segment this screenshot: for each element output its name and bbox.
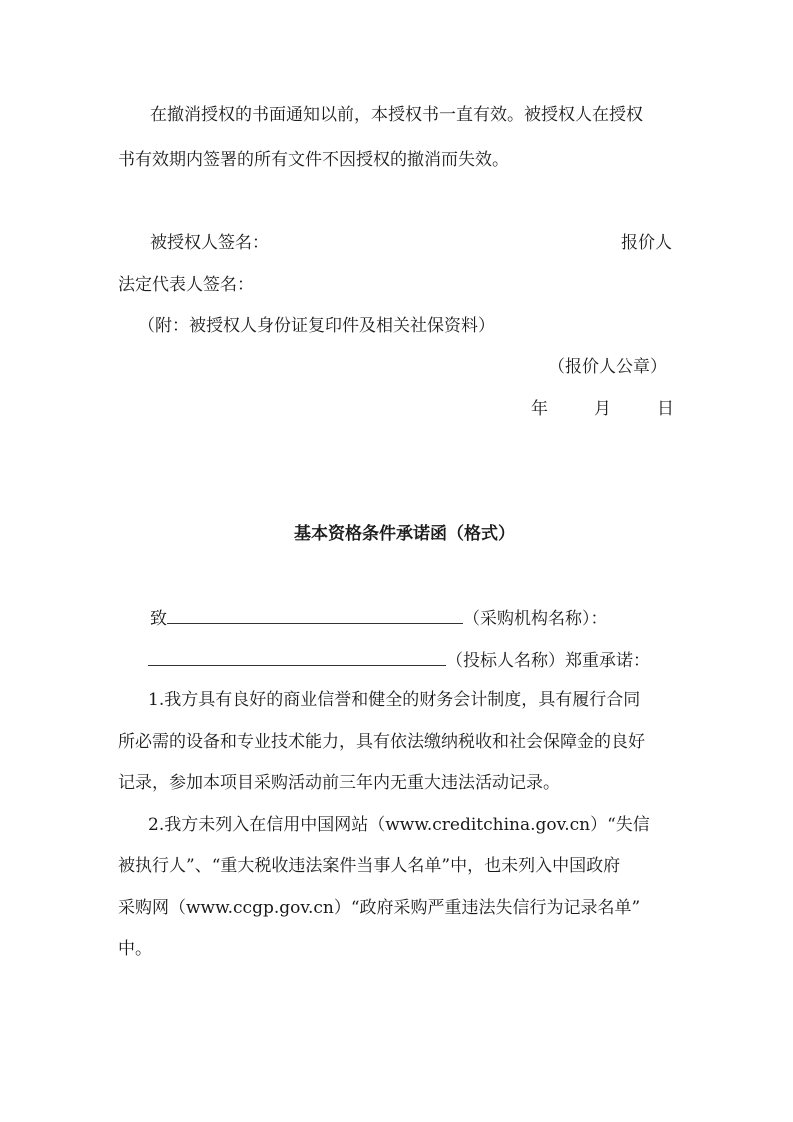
- commitment-title: 基本资格条件承诺函（格式）: [294, 524, 515, 544]
- date-month: 月: [594, 399, 611, 419]
- item2-line-2: 被执行人”、“重大税收违法案件当事人名单”中，也未列入中国政府: [118, 856, 621, 876]
- item1-line-1: 1.我方具有良好的商业信誉和健全的财务会计制度，具有履行合同: [148, 690, 641, 710]
- validity-text-line-2: 书有效期内签署的所有文件不因授权的撤消而失效。: [118, 150, 509, 170]
- addressee-line: [150, 607, 608, 629]
- procurement-agency-blank: [167, 607, 463, 624]
- to-prefix: 致: [150, 609, 167, 629]
- item1-line-3: 记录，参加本项目采购活动前三年内无重大违法活动记录。: [118, 773, 560, 793]
- date-day: 日: [657, 399, 674, 419]
- item2-line-1: 2.我方未列入在信用中国网站（www.creditchina.gov.cn）“失信: [148, 815, 650, 835]
- authorized-signature-label: 被授权人签名：: [150, 233, 269, 253]
- attachment-note: （附：被授权人身份证复印件及相关社保资料）: [138, 316, 495, 336]
- bidder-suffix: （投标人名称）郑重承诺：: [446, 651, 650, 671]
- bidder-label: 报价人: [621, 233, 672, 253]
- bidder-commitment-line: [148, 649, 650, 671]
- date-year: 年: [531, 399, 548, 419]
- bidder-name-blank: [148, 649, 446, 666]
- item2-line-4: 中。: [118, 939, 152, 959]
- item1-line-2: 所必需的设备和专业技术能力，具有依法缴纳税收和社会保障金的良好: [118, 732, 645, 752]
- seal-label: （报价人公章）: [548, 357, 667, 377]
- item2-line-3: 采购网（www.ccgp.gov.cn）“政府采购严重违法失信行为记录名单”: [118, 898, 641, 918]
- to-suffix: （采购机构名称）：: [463, 609, 608, 629]
- validity-text-line-1: 在撤消授权的书面通知以前，本授权书一直有效。被授权人在授权: [150, 105, 643, 125]
- legal-representative-signature-label: 法定代表人签名：: [118, 275, 254, 295]
